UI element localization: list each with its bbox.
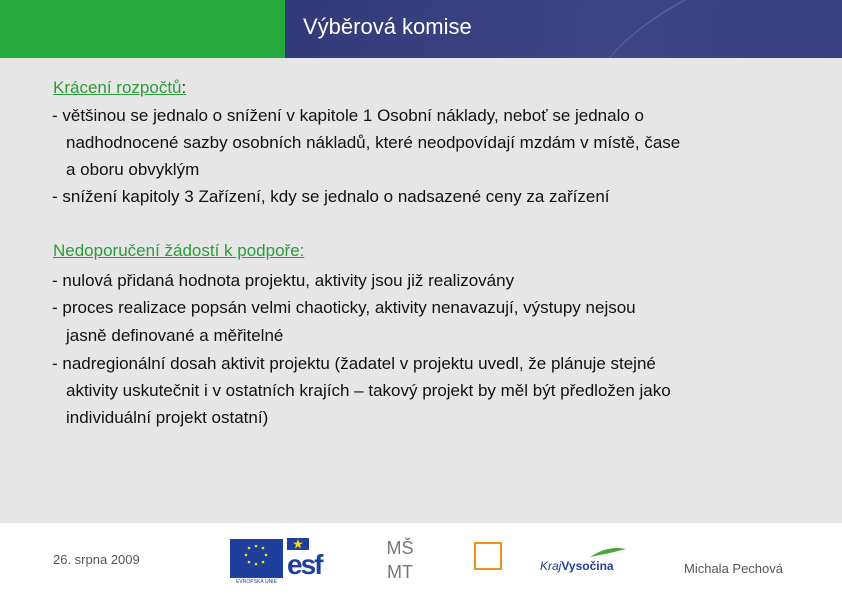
footer-author: Michala Pechová: [684, 561, 783, 576]
section-heading-rejection: Nedoporučení žádostí k podpoře:: [53, 241, 305, 260]
text-line: - snížení kapitoly 3 Zařízení, kdy se jednalo o nadsazené ceny za zařízení: [52, 187, 610, 206]
text-line: individuální projekt ostatní): [66, 408, 269, 427]
section-heading-budget-cuts: Krácení rozpočtů:: [53, 78, 187, 97]
text-line: - většinou se jednalo o snížení v kapitole 1 Osobní náklady, neboť se jednalo o: [52, 106, 644, 125]
text-line: - nadregionální dosah aktivit projektu (žadatel v projektu uvedl, že plánuje stejné: [52, 354, 656, 373]
op-vk-logo: [474, 542, 502, 570]
msmt-logo: MŠ MT: [386, 538, 414, 582]
header-green-band: [0, 0, 285, 58]
eu-flag-logo: EVROPSKÁ UNIE: [230, 539, 283, 581]
kraj-vysocina-logo: KrajVysočina: [540, 547, 630, 575]
text-line: - nulová přidaná hodnota projektu, aktivity jsou již realizovány: [52, 271, 515, 290]
slide-title: Výběrová komise: [303, 14, 472, 39]
text-line: jasně definované a měřitelné: [66, 326, 284, 345]
text-line: aktivity uskutečnit i v ostatních krajích – takový projekt by měl být předložen jako: [66, 381, 671, 400]
text-line: nadhodnocené sazby osobních nákladů, které neodpovídají mzdám v místě, čase: [66, 133, 681, 152]
text-line: a oboru obvyklým: [66, 160, 200, 179]
esf-logo: esf: [287, 538, 335, 582]
text-line: - proces realizace popsán velmi chaoticky, aktivity nenavazují, výstupy nejsou: [52, 298, 636, 317]
star-icon: [293, 539, 303, 549]
footer-date: 26. srpna 2009: [53, 552, 140, 567]
